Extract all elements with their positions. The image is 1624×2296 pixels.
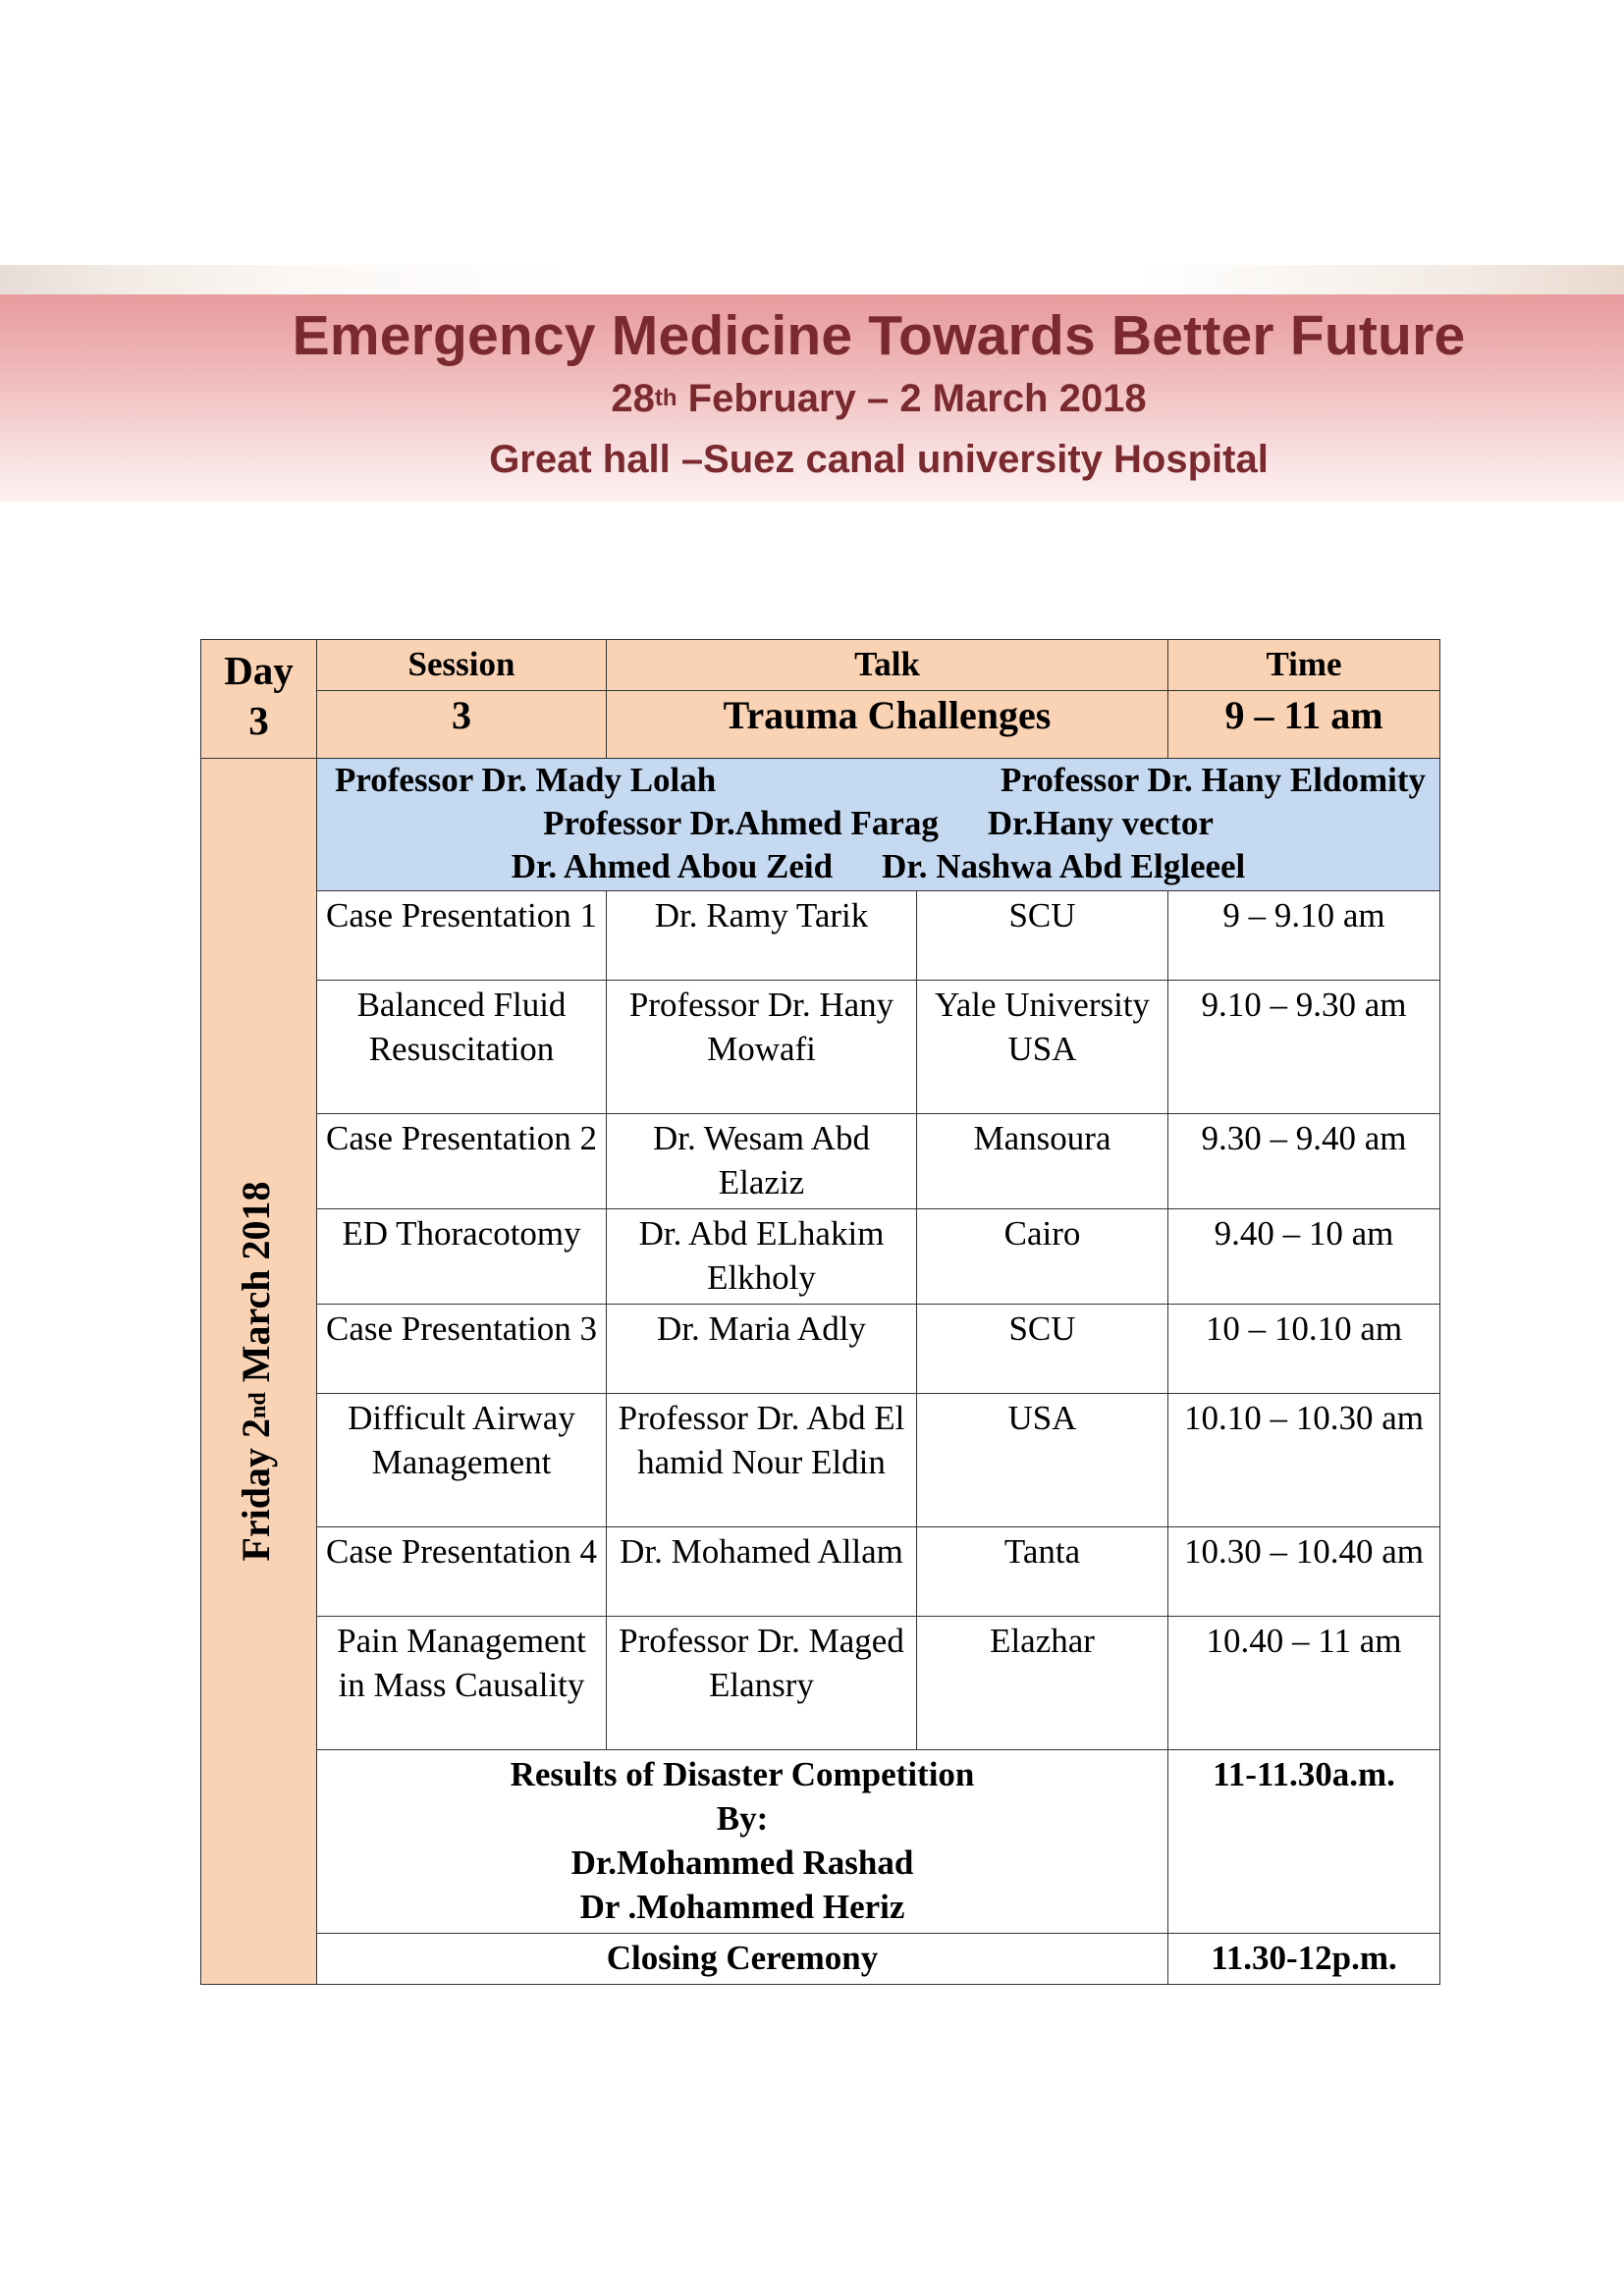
session-time: 9 – 11 am — [1168, 691, 1440, 759]
day-label-before: Friday 2 — [233, 1417, 278, 1562]
session-header: Session — [317, 640, 607, 691]
talk-place: Elazhar — [917, 1617, 1168, 1750]
talk-place: Mansoura — [917, 1114, 1168, 1209]
session-number: 3 — [317, 691, 607, 759]
talk-header: Talk — [607, 640, 1168, 691]
closing-label: Closing Ceremony — [317, 1934, 1168, 1985]
day-label-after: March 2018 — [233, 1181, 278, 1393]
talk-session: Case Presentation 4 — [317, 1527, 607, 1617]
talk-session: Difficult Airway Management — [317, 1394, 607, 1527]
table-row — [201, 981, 1440, 1114]
closing-time: 11.30-12p.m. — [1168, 1934, 1440, 1985]
chair-5: Dr. Ahmed Abou Zeid — [511, 847, 834, 885]
talk-speaker: Professor Dr. Hany Mowafi — [607, 981, 917, 1114]
date-day: 28 — [611, 377, 655, 420]
day-label-cell — [201, 759, 317, 1985]
chair-1: Professor Dr. Mady Lolah — [335, 761, 717, 799]
session-title: Trauma Challenges — [607, 691, 1168, 759]
talk-session: Case Presentation 2 — [317, 1114, 607, 1209]
talk-speaker: Dr. Abd ELhakim Elkholy — [607, 1209, 917, 1305]
chair-4: Dr.Hany vector — [987, 804, 1214, 842]
chairs-line-1 — [321, 759, 1435, 802]
chairs-line-2 — [321, 802, 1435, 845]
talk-speaker: Dr. Maria Adly — [607, 1305, 917, 1394]
talk-speaker: Professor Dr. Abd El hamid Nour Eldin — [607, 1394, 917, 1527]
header-decor-streak — [0, 265, 1624, 298]
header-row-1 — [201, 640, 1440, 691]
chairs-row — [201, 759, 1440, 891]
results-by: By: — [716, 1799, 769, 1838]
talk-place: Yale University USA — [917, 981, 1168, 1114]
talk-time: 9.10 – 9.30 am — [1168, 981, 1440, 1114]
talk-place: Cairo — [917, 1209, 1168, 1305]
day-header-cell — [201, 640, 317, 759]
results-time: 11-11.30a.m. — [1168, 1750, 1440, 1934]
conference-date — [0, 377, 1624, 421]
results-title: Results of Disaster Competition — [510, 1755, 975, 1793]
talk-session: Case Presentation 1 — [317, 891, 607, 981]
time-header: Time — [1168, 640, 1440, 691]
talk-session: Case Presentation 3 — [317, 1305, 607, 1394]
day-label — [234, 1181, 285, 1561]
chair-2: Professor Dr. Hany Eldomity — [1001, 761, 1427, 799]
results-row — [201, 1750, 1440, 1934]
day-header-label: Day — [224, 648, 294, 693]
table-row — [201, 1617, 1440, 1750]
date-suffix: th — [654, 385, 677, 411]
results-cell — [317, 1750, 1168, 1934]
chair-6: Dr. Nashwa Abd Elgleeel — [882, 847, 1246, 885]
talk-time: 9.40 – 10 am — [1168, 1209, 1440, 1305]
talk-session: Balanced Fluid Resuscitation — [317, 981, 607, 1114]
date-rest: February – 2 March 2018 — [677, 377, 1147, 420]
closing-row — [201, 1934, 1440, 1985]
results-presenter-1: Dr.Mohammed Rashad — [570, 1843, 914, 1882]
table-row — [201, 1305, 1440, 1394]
talk-place: USA — [917, 1394, 1168, 1527]
talk-speaker: Dr. Mohamed Allam — [607, 1527, 917, 1617]
table-row — [201, 891, 1440, 981]
talk-session: ED Thoracotomy — [317, 1209, 607, 1305]
results-presenter-2: Dr .Mohammed Heriz — [579, 1888, 905, 1926]
conference-title: Emergency Medicine Towards Better Future — [292, 304, 1466, 367]
talk-time: 10.30 – 10.40 am — [1168, 1527, 1440, 1617]
talk-speaker: Dr. Wesam Abd Elaziz — [607, 1114, 917, 1209]
chairs-line-3 — [321, 845, 1435, 888]
talk-time: 9.30 – 9.40 am — [1168, 1114, 1440, 1209]
table-row — [201, 1394, 1440, 1527]
talk-time: 9 – 9.10 am — [1168, 891, 1440, 981]
session-chairs — [317, 759, 1440, 891]
header-row-2 — [201, 691, 1440, 759]
talk-speaker: Dr. Ramy Tarik — [607, 891, 917, 981]
day-label-sup: nd — [244, 1392, 271, 1418]
chair-3: Professor Dr.Ahmed Farag — [543, 804, 939, 842]
talk-place: SCU — [917, 1305, 1168, 1394]
schedule-table — [200, 639, 1440, 1985]
talk-time: 10.10 – 10.30 am — [1168, 1394, 1440, 1527]
talk-time: 10.40 – 11 am — [1168, 1617, 1440, 1750]
talk-place: SCU — [917, 891, 1168, 981]
conference-venue: Great hall –Suez canal university Hospital — [489, 438, 1269, 481]
talk-speaker: Professor Dr. Maged Elansry — [607, 1617, 917, 1750]
talk-time: 10 – 10.10 am — [1168, 1305, 1440, 1394]
talk-place: Tanta — [917, 1527, 1168, 1617]
table-row — [201, 1527, 1440, 1617]
day-header-number: 3 — [248, 698, 269, 743]
talk-session: Pain Management in Mass Causality — [317, 1617, 607, 1750]
table-row — [201, 1114, 1440, 1209]
table-row — [201, 1209, 1440, 1305]
